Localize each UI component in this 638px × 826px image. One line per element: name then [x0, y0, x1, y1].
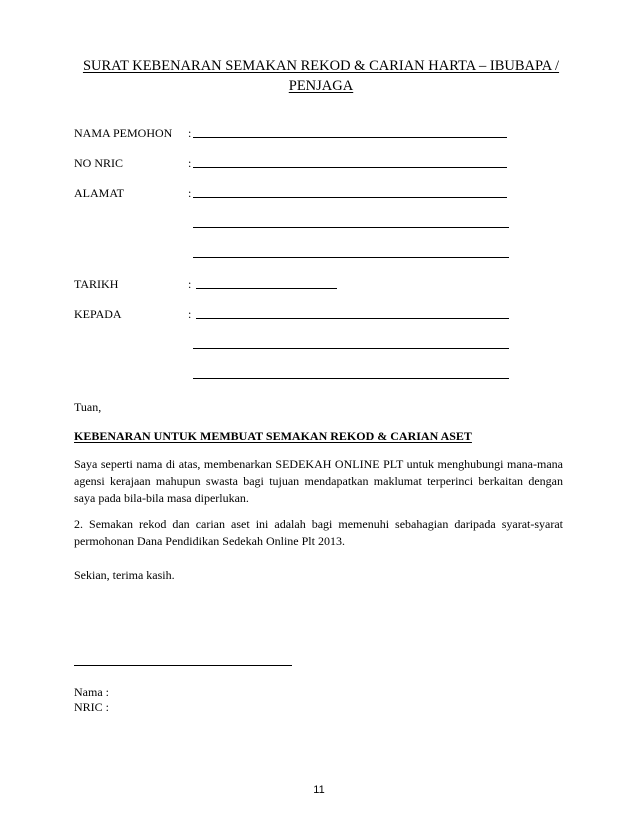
page-number: 11 [313, 784, 325, 796]
document-title [74, 56, 568, 96]
signature-name-label: Nama : [74, 685, 109, 699]
field-colon-kepada: : [188, 307, 192, 321]
paragraph-1: Saya seperti nama di atas, membenarkan SEDEKAH ONLINE PLT untuk menghubungi mana-mana agensi kerajaan mahupun swasta bagi tujuan mendapatkan maklumat terperinci berkaitan dengan saya pada bila-bila masa diperlukan. [74, 457, 563, 505]
kepada-input-line-2[interactable] [193, 348, 509, 349]
field-colon-nama-pemohon: : [188, 126, 192, 140]
field-colon-no-nric: : [188, 156, 192, 170]
closing-text: Sekian, terima kasih. [74, 568, 175, 582]
signature-line[interactable] [74, 665, 292, 666]
nama-pemohon-input-line[interactable] [193, 137, 507, 138]
field-label-tarikh: TARIKH [74, 277, 119, 291]
alamat-input-line-3[interactable] [193, 257, 509, 258]
field-label-no-nric: NO NRIC [74, 156, 124, 170]
field-colon-tarikh: : [188, 277, 192, 291]
kepada-input-line-3[interactable] [193, 378, 509, 379]
document-title-line-1: SURAT KEBENARAN SEMAKAN REKOD & CARIAN HARTA – IBUBAPA / [82, 58, 560, 74]
alamat-input-line-2[interactable] [193, 227, 509, 228]
no-nric-input-line[interactable] [193, 167, 507, 168]
letter-heading: KEBENARAN UNTUK MEMBUAT SEMAKAN REKOD & CARIAN ASET [74, 429, 472, 443]
kepada-input-line-1[interactable] [196, 318, 509, 319]
field-label-nama-pemohon: NAMA PEMOHON [74, 126, 173, 140]
document-title-line-2: PENJAGA [288, 78, 354, 94]
alamat-input-line-1[interactable] [193, 197, 507, 198]
signature-nric-label: NRIC : [74, 700, 110, 714]
salutation: Tuan, [74, 400, 102, 414]
paragraph-2: 2. Semakan rekod dan carian aset ini adalah bagi memenuhi sebahagian daripada syarat-syarat permohonan Dana Pendidikan Sedekah Online Plt 2013. [74, 517, 563, 548]
field-colon-alamat: : [188, 186, 192, 200]
field-label-kepada: KEPADA [74, 307, 122, 321]
field-label-alamat: ALAMAT [74, 186, 124, 200]
tarikh-input-line[interactable] [196, 288, 337, 289]
